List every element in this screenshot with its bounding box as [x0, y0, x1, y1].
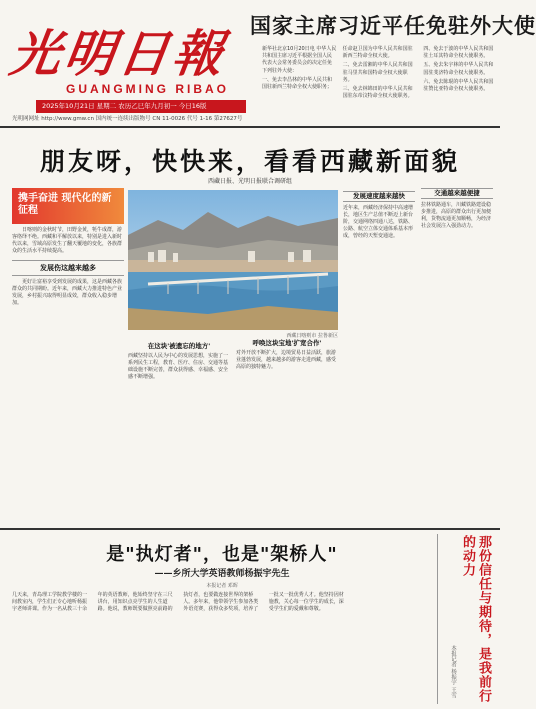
feature-left-column — [12, 188, 124, 518]
top-headline: 国家主席习近平任免驻外大使 — [250, 13, 536, 38]
top-story-paragraph: 一、免去李昌林的中华人民共和国驻新西兰特命全权大使职务；任命赵卫国为中华人民共和国驻新西兰特命全权大使。 — [262, 46, 413, 91]
feature-middle-column — [128, 340, 338, 520]
newspaper-logo: 光明日報 — [6, 24, 231, 83]
top-story-paragraph: 四、免去于波的中华人民共和国驻土耳其特命全权大使职务。 — [423, 46, 494, 60]
top-story-paragraph: 二、免去雷湘的中华人民共和国驻马里共和国特命全权大使职务。 — [342, 62, 413, 83]
top-story-paragraph: 五、免去朱宇林的中华人民共和国驻斐济特命全权大使职务。 — [423, 62, 494, 76]
feature-section-heading: 在这块'被遗忘的地方' — [147, 342, 211, 350]
feature-section-heading: 呼唤这块宝地'扩宽合作' — [252, 339, 322, 347]
side-commentary — [440, 535, 495, 705]
top-story-body — [262, 46, 498, 122]
masthead — [0, 0, 536, 122]
publication-info: 光明网网址 http://www.gmw.cn 国内统一连续出版物号 CN 11-0026 代号 1-16 第27627号 — [12, 116, 243, 122]
bottom-story-title: 是"执灯者"，也是"架桥人" — [106, 544, 338, 565]
bottom-story-subtitle: ——乡所大学英语教师杨振宇先生 — [154, 569, 290, 579]
side-commentary-author: 本报记者 杨振宇 王雪 — [450, 645, 456, 698]
feature-title: 朋友呀，快快来，看看西藏新面貌 — [39, 147, 460, 176]
top-story-paragraph: 六、免去陈琨的中华人民共和国驻赞比亚特命全权大使职务。 — [423, 78, 494, 93]
feature-banner: 携手奋进 现代化的新征程 — [12, 188, 124, 224]
feature-text: 西藏坚持以人民为中心的发展思想，实施了一系列民生工程，教育、医疗、住房、交通等基础设施不断完善，群众获得感、幸福感、安全感不断增强。 — [128, 353, 229, 380]
date-bar: 2025年10月21日 星期二 农历乙巳年九月初一 今日16版 — [36, 100, 246, 113]
feature-section-heading: 发展速度越来越快 — [343, 191, 415, 202]
feature-text: 对外开放不断扩大，边境贸易日益活跃，旅游业蓬勃发展，越来越多的游客走进西藏，感受高原的独特魅力。 — [236, 350, 337, 370]
feature-byline: 西藏日报、光明日报联合调研组 — [207, 178, 292, 185]
bottom-story-author: 本报记者 邓晖 — [206, 583, 238, 589]
feature-text: 近年来，西藏经济保持中高速增长，地区生产总值不断迈上新台阶，交通网络四通八达，铁路、公路、航空立体交通体系基本形成，曾经的天堑变通途。 — [343, 205, 414, 239]
bottom-story-body: 几天来，青岛理工学院教学楼的一间教室内，学生们正专心地听杨振宇老师讲课。作为一名从教三十余年的英语教师，他始终坚守在三尺讲台，用知识点亮学生的人生道路。他说，教师既要做照亮前路的执灯者，也要做连接世界的架桥人。多年来，他带领学生参加各类外语竞赛，获得众多奖项，培养了一批又一批优秀人才。他坚持因材施教，关心每一位学生的成长，深受学生们的爱戴和尊敬。 — [12, 592, 344, 612]
bottom-divider — [0, 528, 500, 530]
landscape-image — [128, 190, 338, 330]
feature-photo — [128, 190, 338, 330]
logo-pinyin: GUANGMING RIBAO — [66, 82, 229, 96]
top-divider — [0, 126, 500, 128]
feature-text: 更好让富裕享受到发展的成果，这是西藏各族群众的共同期盼。近年来，西藏大力推进特色产业发展，乡村振兴取得明显成效，群众收入稳步增加。 — [12, 279, 123, 306]
top-story-paragraph: 三、免去林锦田的中华人民共和国驻东帝汶特命全权大使职务。 — [342, 86, 413, 100]
feature-text: 拉林铁路通车，川藏铁路建设稳步推进，高原的群众出行更加便利，货物流通更加顺畅，为经济社会发展注入强劲动力。 — [421, 202, 492, 229]
top-story-paragraph: 新华社北京10月20日电 中华人民共和国主席习近平根据全国人民代表大会常务委员会的决定任免下列驻外大使： — [262, 46, 337, 74]
feature-subhead: 发展伤这越来越多 — [12, 260, 124, 276]
feature-section-heading: 交通越来越便捷 — [421, 188, 493, 199]
feature-right-column — [343, 188, 493, 518]
photo-caption: 西藏日喀则市 拉鲁新区 — [286, 333, 338, 339]
side-commentary-title: 那份信任与期待，是我前行的动力 — [460, 535, 491, 703]
feature-text: 日喀则的金秋时节，田野金黄，牦牛成群，游客络绎不绝。西藏和平解放以来，特别是进入新时代以来，雪域高原发生了翻天覆地的变化，各族群众的生活水平持续提高。 — [12, 227, 123, 254]
column-divider — [437, 534, 438, 704]
